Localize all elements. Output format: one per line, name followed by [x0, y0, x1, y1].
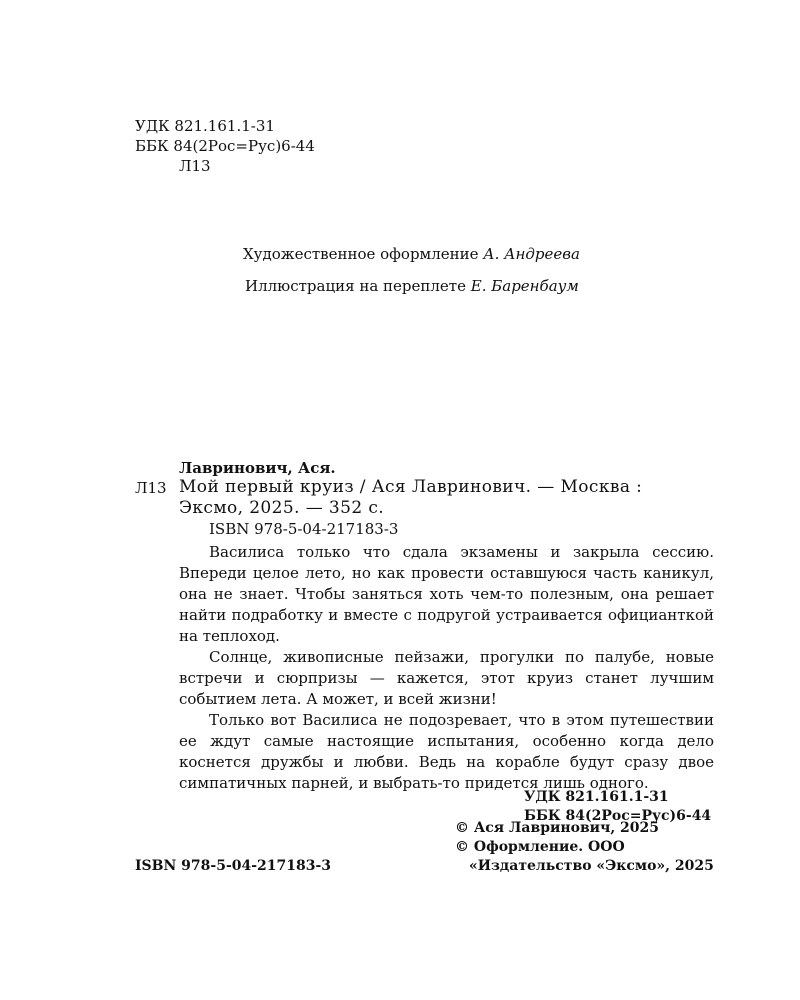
- illustration-label: Иллюстрация на переплете: [245, 277, 466, 295]
- footer-bbk: ББК 84(2Рос=Рус)6-44: [524, 808, 712, 824]
- description-paragraph: Только вот Василиса не подозревает, что в этом путешествии ее ждут самые настоящие испытания, особенно когда дело коснется дружбы и любви. Ведь на корабле будут сразу двое симпатичных парней, и выбрать-то придется лишь одного.: [179, 711, 714, 792]
- catalog-author: Лавринович, Ася.: [179, 459, 336, 477]
- design-credit: [243, 245, 580, 263]
- copyright-author: © Ася Лавринович, 2025: [455, 820, 660, 836]
- footer-udk: УДК 821.161.1-31: [524, 789, 669, 805]
- catalog-title-line: Мой первый круиз / Ася Лавринович. — Москва :: [179, 477, 643, 497]
- footer-isbn: ISBN 978-5-04-217183-3: [135, 858, 332, 874]
- copyright-design: © Оформление. ООО: [455, 839, 625, 855]
- description-paragraph: Василиса только что сдала экзамены и закрыла сессию. Впереди целое лето, но как провести оставшуюся часть каникул, она не знает. Чтобы заняться хоть чем-то полезным, она решает найти подработку и вместе с подругой устраивается официанткой на теплоход.: [179, 543, 714, 645]
- catalog-isbn: ISBN 978-5-04-217183-3: [209, 520, 399, 538]
- design-label: Художественное оформление: [243, 245, 479, 263]
- design-name: А. Андреева: [483, 245, 580, 263]
- catalog-pub-line: Эксмо, 2025. — 352 с.: [179, 498, 385, 518]
- illustration-name: Е. Баренбаум: [470, 277, 579, 295]
- description-paragraph: Солнце, живописные пейзажи, прогулки по палубе, новые встречи и сюрпризы — кажется, этот круиз станет лучшим событием лета. А может, и всей жизни!: [179, 648, 714, 708]
- book-description: [179, 542, 714, 794]
- copyright-publisher: «Издательство «Эксмо», 2025: [469, 858, 714, 874]
- illustration-credit: [245, 277, 579, 295]
- header-bbk: ББК 84(2Рос=Рус)6-44: [135, 137, 315, 155]
- header-udk: УДК 821.161.1-31: [135, 117, 275, 135]
- header-author-mark: Л13: [179, 157, 211, 175]
- catalog-mark: Л13: [135, 479, 167, 497]
